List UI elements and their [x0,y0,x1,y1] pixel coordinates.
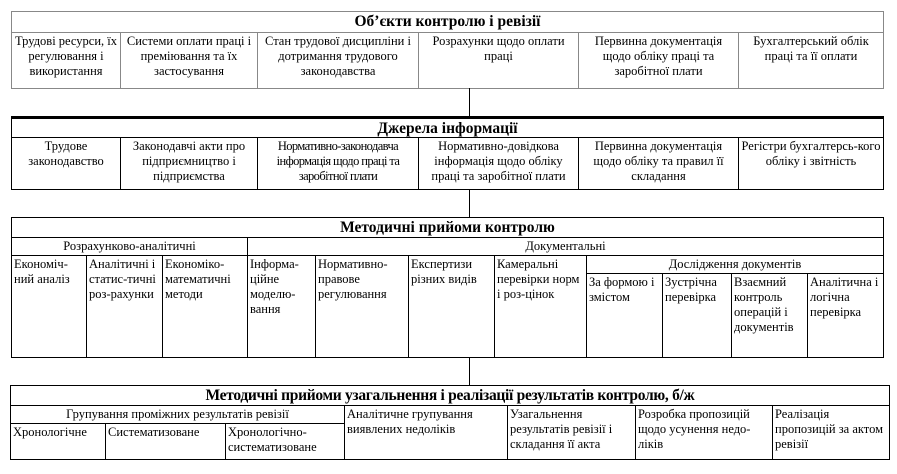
method-item: Камеральні перевірки норм і роз-цінок [494,255,587,358]
grouping-header: Групування проміжних результатів ревізії [10,405,345,424]
method-item: Економіко-математичні методи [162,255,248,358]
objects-item: Розрахунки щодо оплати праці [418,32,579,89]
research-item: Зустрічна перевірка [662,273,732,358]
method-item: Інформа-ційне моделю-вання [247,255,316,358]
connector-line [469,88,470,117]
results-item: Реалізація пропозицій за актом ревізії [772,405,890,460]
docs-research-header: Дослідження документів [586,255,884,274]
objects-title: Об’єкти контролю і ревізії [11,11,884,33]
grouping-item: Хронологічно-систематизоване [225,423,345,460]
research-item: Взаємний контроль операцій і документів [731,273,808,358]
objects-item: Бухгалтерський облік праці та її оплати [738,32,884,89]
calc-analytic-header: Розрахунково-аналітичні [11,237,248,256]
grouping-item: Хронологічне [10,423,106,460]
research-item: За формою і змістом [586,273,663,358]
sources-item: Нормативно-довідкова інформація щодо обліку праці та заробітної плати [418,137,579,190]
sources-title: Джерела інформації [11,116,884,138]
grouping-item: Систематизоване [105,423,226,460]
sources-item: Законодавчі акти про підприємництво і підприємства [120,137,258,190]
connector-line [469,189,470,218]
results-title: Методичні прийоми узагальнення і реалізації результатів контролю, б/ж [10,385,890,406]
results-item: Розробка пропозицій щодо усунення недо-ліків [635,405,773,460]
objects-item: Стан трудової дисципліни і дотримання трудового законодавства [257,32,419,89]
methods-title: Методичні прийоми контролю [11,217,884,238]
results-item: Узагальнення результатів ревізії і складання її акта [507,405,636,460]
connector-line [469,357,470,386]
objects-item: Первинна документація щодо обліку праці та заробітної плати [578,32,739,89]
documentary-header: Документальні [247,237,884,256]
method-item: Економіч-ний аналіз [11,255,87,358]
method-item: Експертизи різних видів [408,255,495,358]
method-item: Нормативно-правове регулювання [315,255,409,358]
sources-item: Трудове законодавство [11,137,121,190]
method-item: Аналітичні і статис-тичні роз-рахунки [86,255,163,358]
objects-item: Трудові ресурси, їх регулювання і використання [11,32,121,89]
objects-item: Системи оплати праці і преміювання та їх застосування [120,32,258,89]
results-item: Аналітичне групування виявлених недоліків [344,405,508,460]
sources-item: Регістри бухгалтерсь-кого обліку і звітність [738,137,884,190]
sources-item: Нормативно-законодавча інформація щодо праці та заробітної плати [257,137,419,190]
sources-item: Первинна документація щодо обліку та правил її складання [578,137,739,190]
research-item: Аналітична і логічна перевірка [807,273,884,358]
